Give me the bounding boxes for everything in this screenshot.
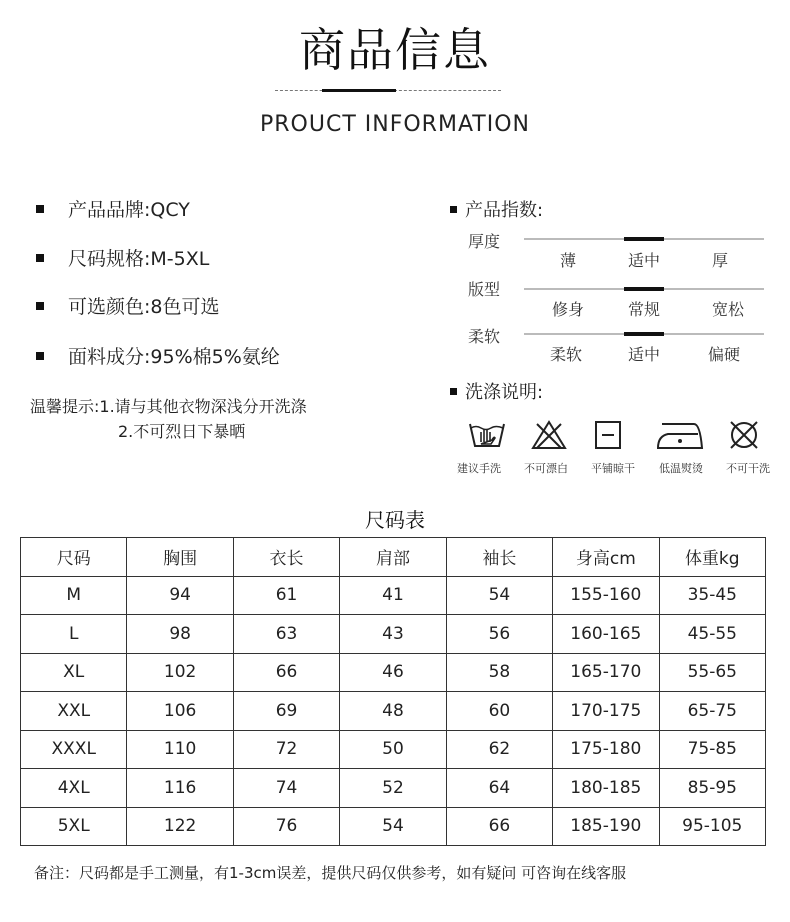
table-cell: 66 <box>233 653 339 692</box>
table-cell: M <box>21 576 127 615</box>
product-index-heading-text: 产品指数: <box>465 200 544 221</box>
table-cell: 45-55 <box>659 615 765 654</box>
table-cell: 41 <box>340 576 446 615</box>
no-dry-clean-icon <box>724 418 764 452</box>
table-cell: 116 <box>127 769 233 808</box>
table-row <box>21 769 766 808</box>
bullet-icon <box>36 302 44 310</box>
table-cell: 69 <box>233 692 339 731</box>
table-row <box>21 576 766 615</box>
index-option: 柔软 <box>549 345 582 364</box>
column-header: 尺码 <box>21 538 127 577</box>
table-cell: 5XL <box>21 807 127 846</box>
spec-size <box>36 244 209 271</box>
index-option: 适中 <box>627 345 660 364</box>
index-option: 厚 <box>711 251 728 270</box>
table-cell: 110 <box>127 730 233 769</box>
spec-fabric-text: 面料成分:95%棉5%氨纶 <box>68 346 280 368</box>
table-cell: 61 <box>233 576 339 615</box>
table-cell: 46 <box>340 653 446 692</box>
table-cell: 160-165 <box>553 615 659 654</box>
table-cell: 35-45 <box>659 576 765 615</box>
care-caption: 低温熨烫 <box>659 462 703 475</box>
table-row <box>21 653 766 692</box>
table-cell: XXL <box>21 692 127 731</box>
table-cell: 85-95 <box>659 769 765 808</box>
index-label-softness: 柔软 <box>468 327 501 346</box>
spec-fabric <box>36 342 280 369</box>
table-header-row <box>21 538 766 577</box>
care-caption: 不可干洗 <box>726 462 770 475</box>
table-cell: 74 <box>233 769 339 808</box>
table-cell: 43 <box>340 615 446 654</box>
table-row <box>21 615 766 654</box>
index-option: 偏硬 <box>707 345 740 364</box>
no-bleach-icon <box>529 418 569 452</box>
care-caption: 不可漂白 <box>524 462 568 475</box>
page-title: 商品信息 <box>299 23 491 77</box>
index-label-fit: 版型 <box>468 280 501 299</box>
bullet-icon <box>36 205 44 213</box>
table-cell: 165-170 <box>553 653 659 692</box>
bullet-icon <box>36 352 44 360</box>
spec-color <box>36 292 220 319</box>
table-cell: 102 <box>127 653 233 692</box>
table-cell: 155-160 <box>553 576 659 615</box>
spec-brand <box>36 195 190 222</box>
index-marker-thickness <box>624 237 664 241</box>
washing-heading <box>450 378 543 404</box>
size-table <box>20 537 766 846</box>
table-cell: 48 <box>340 692 446 731</box>
bullet-icon <box>450 388 457 395</box>
table-cell: 170-175 <box>553 692 659 731</box>
table-cell: XL <box>21 653 127 692</box>
table-cell: 76 <box>233 807 339 846</box>
title-divider-accent <box>322 89 396 92</box>
column-header: 体重kg <box>659 538 765 577</box>
size-table-title: 尺码表 <box>365 508 425 532</box>
table-cell: 52 <box>340 769 446 808</box>
care-caption: 建议手洗 <box>457 462 501 475</box>
care-caption: 平铺晾干 <box>591 462 635 475</box>
table-cell: 65-75 <box>659 692 765 731</box>
column-header: 胸围 <box>127 538 233 577</box>
column-header: 身高cm <box>553 538 659 577</box>
index-option: 宽松 <box>711 300 744 319</box>
table-cell: 185-190 <box>553 807 659 846</box>
index-marker-fit <box>624 287 664 291</box>
table-cell: 55-65 <box>659 653 765 692</box>
dry-flat-icon <box>588 418 628 452</box>
table-cell: 64 <box>446 769 552 808</box>
index-label-thickness: 厚度 <box>468 232 501 251</box>
column-header: 衣长 <box>233 538 339 577</box>
tip-line-2: 2.不可烈日下暴晒 <box>118 422 246 441</box>
table-cell: 50 <box>340 730 446 769</box>
table-cell: 4XL <box>21 769 127 808</box>
product-index-heading <box>450 196 543 222</box>
index-option: 薄 <box>559 251 576 270</box>
table-cell: 58 <box>446 653 552 692</box>
column-header: 肩部 <box>340 538 446 577</box>
hand-wash-icon <box>467 418 507 452</box>
table-cell: 106 <box>127 692 233 731</box>
table-cell: 54 <box>446 576 552 615</box>
tip-line-1: 温馨提示:1.请与其他衣物深浅分开洗涤 <box>30 397 307 416</box>
bullet-icon <box>36 254 44 262</box>
table-cell: 72 <box>233 730 339 769</box>
index-option: 适中 <box>627 251 660 270</box>
table-cell: 62 <box>446 730 552 769</box>
table-cell: L <box>21 615 127 654</box>
table-cell: 54 <box>340 807 446 846</box>
table-cell: 175-180 <box>553 730 659 769</box>
table-cell: 98 <box>127 615 233 654</box>
spec-size-text: 尺码规格:M-5XL <box>68 248 210 270</box>
table-row <box>21 730 766 769</box>
table-cell: 60 <box>446 692 552 731</box>
table-cell: 95-105 <box>659 807 765 846</box>
low-iron-icon <box>654 418 706 452</box>
table-cell: XXXL <box>21 730 127 769</box>
spec-color-text: 可选颜色:8色可选 <box>68 296 220 318</box>
table-row <box>21 807 766 846</box>
table-cell: 56 <box>446 615 552 654</box>
index-marker-softness <box>624 332 664 336</box>
index-option: 常规 <box>627 300 660 319</box>
table-cell: 180-185 <box>553 769 659 808</box>
table-cell: 122 <box>127 807 233 846</box>
page-subtitle: PROUCT INFORMATION <box>260 112 530 137</box>
spec-brand-text: 产品品牌:QCY <box>68 199 190 221</box>
index-option: 修身 <box>551 300 584 319</box>
table-cell: 75-85 <box>659 730 765 769</box>
washing-heading-text: 洗涤说明: <box>465 382 544 403</box>
table-cell: 63 <box>233 615 339 654</box>
column-header: 袖长 <box>446 538 552 577</box>
table-cell: 94 <box>127 576 233 615</box>
table-row <box>21 692 766 731</box>
bullet-icon <box>450 206 457 213</box>
footnote: 备注：尺码都是手工测量，有1-3cm误差，提供尺码仅供参考，如有疑问 可咨询在线客服 <box>34 864 627 882</box>
table-cell: 66 <box>446 807 552 846</box>
